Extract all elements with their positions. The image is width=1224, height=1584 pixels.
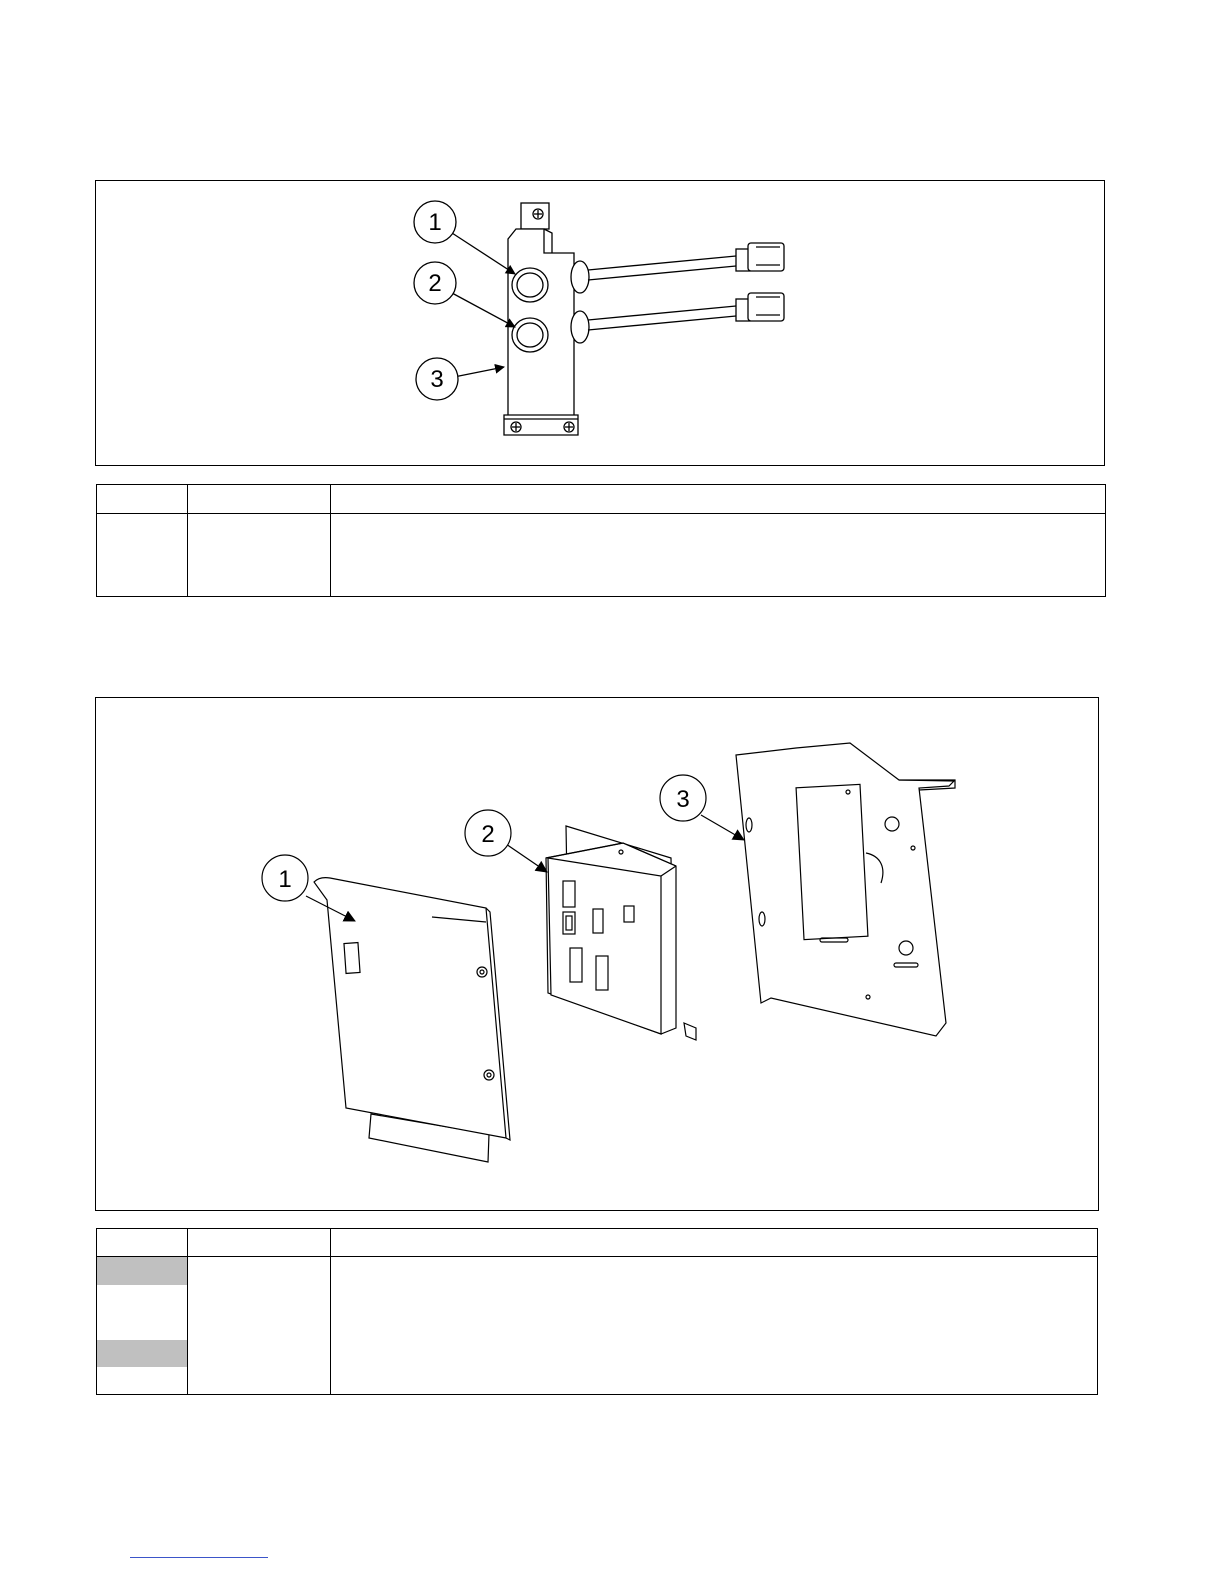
switch-plate-drawing xyxy=(504,203,784,435)
svg-text:1: 1 xyxy=(428,209,442,236)
svg-text:3: 3 xyxy=(430,366,444,393)
svg-text:1: 1 xyxy=(278,866,292,893)
callout-1 xyxy=(414,201,456,243)
header-cell-description xyxy=(331,485,1106,514)
switch-module-drawing xyxy=(546,826,696,1040)
callout-1 xyxy=(262,855,308,901)
callout-leaders xyxy=(452,233,515,377)
callout-3 xyxy=(660,775,706,821)
cell-item xyxy=(97,1257,188,1395)
cell-item xyxy=(97,514,188,597)
table-row xyxy=(97,1257,1098,1395)
header-cell-part-number xyxy=(188,485,331,514)
cell-description xyxy=(331,514,1106,597)
header-cell-item xyxy=(97,485,188,514)
shaded-band xyxy=(97,1340,187,1367)
table-header-row xyxy=(97,485,1106,514)
parts-table-1 xyxy=(96,484,1106,597)
cell-description xyxy=(331,1257,1098,1395)
footer-link[interactable] xyxy=(130,1557,268,1558)
header-cell-part-number xyxy=(188,1229,331,1257)
figure-2-panel xyxy=(95,697,1099,1211)
table-row xyxy=(97,514,1106,597)
svg-text:2: 2 xyxy=(428,270,442,297)
svg-text:3: 3 xyxy=(676,786,690,813)
cover-drawing xyxy=(314,878,510,1162)
figure-1-drawing xyxy=(96,181,1106,467)
cell-part-number xyxy=(188,1257,331,1395)
callout-2 xyxy=(414,262,456,304)
cell-part-number xyxy=(188,514,331,597)
svg-text:2: 2 xyxy=(481,821,495,848)
parts-table-2 xyxy=(96,1228,1098,1395)
shaded-band xyxy=(97,1257,187,1285)
callout-2 xyxy=(465,810,511,856)
header-cell-description xyxy=(331,1229,1098,1257)
mounting-plate-drawing xyxy=(736,743,955,1036)
header-cell-item xyxy=(97,1229,188,1257)
figure-1-panel xyxy=(95,180,1105,466)
callout-3 xyxy=(416,358,458,400)
table-header-row xyxy=(97,1229,1098,1257)
figure-2-drawing xyxy=(96,698,1100,1212)
